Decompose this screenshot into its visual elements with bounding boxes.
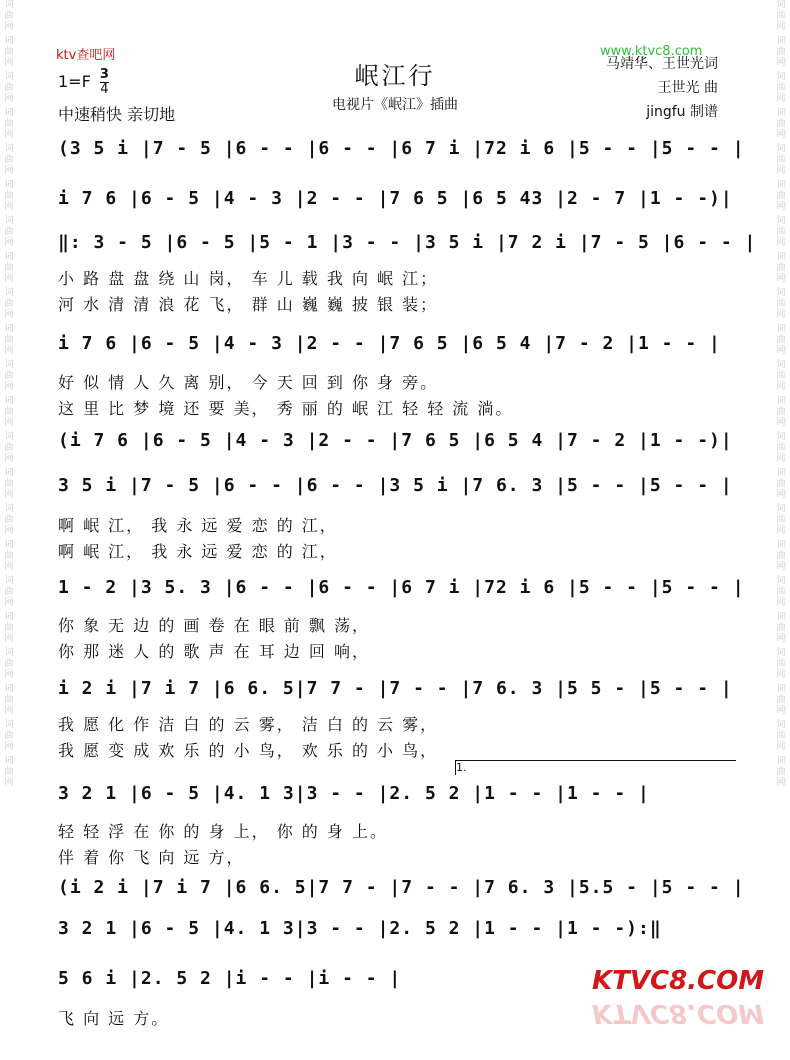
site-logo: KTVC8.COM [592,966,765,996]
side-watermark-text: 词曲网 [4,540,14,572]
side-watermark-text: 词曲网 [4,108,14,140]
side-watermark-text: 词曲网 [776,504,786,536]
side-watermark-left [2,0,16,792]
side-watermark-text: 词曲网 [4,144,14,176]
side-watermark-text: 词曲网 [776,396,786,428]
side-watermark-text: 词曲网 [4,468,14,500]
side-watermark-text: 词曲网 [776,468,786,500]
side-watermark-text: 词曲网 [776,72,786,104]
key-signature-block [58,68,109,97]
notation-line: 3 5 i |7 - 5 |6 - - |6 - - |3 5 i |7 6. 3 |5 - - |5 - - | [58,475,733,496]
song-subtitle: 电视片《岷江》插曲 [332,97,458,113]
side-watermark-text: 词曲网 [4,720,14,752]
lyric-line: 河 水 清 清 浪 花 飞， 群 山 巍 巍 披 银 装； [58,295,439,314]
side-watermark-text: 词曲网 [4,0,14,32]
lyric-line: 飞 向 远 方。 [58,1009,170,1028]
volta-label: 1. [456,761,467,774]
lyric-line: 这 里 比 梦 境 还 要 美， 秀 丽 的 岷 江 轻 轻 流 淌。 [58,399,514,418]
side-watermark-right [774,0,788,792]
side-watermark-text: 词曲网 [776,720,786,752]
side-watermark-text: 词曲网 [776,576,786,608]
lyric-line: 轻 轻 浮 在 你 的 身 上， 你 的 身 上。 [58,822,388,841]
side-watermark-text: 词曲网 [776,36,786,68]
side-watermark-text: 词曲网 [4,432,14,464]
time-signature-top: 3 [99,67,109,82]
side-watermark-text: 词曲网 [776,612,786,644]
side-watermark-text: 词曲网 [776,0,786,32]
side-watermark-text: 词曲网 [776,144,786,176]
side-watermark-text: 词曲网 [776,684,786,716]
lyric-line: 伴 着 你 飞 向 远 方， [58,848,245,867]
side-watermark-text: 词曲网 [4,180,14,212]
side-watermark-text: 词曲网 [776,648,786,680]
side-watermark-text: 词曲网 [776,180,786,212]
notation-line: i 2 i |7 i 7 |6 6. 5|7 7 - |7 - - |7 6. 3 |5 5 - |5 - - | [58,678,733,699]
notation-line: i 7 6 |6 - 5 |4 - 3 |2 - - |7 6 5 |6 5 43 |2 - 7 |1 - -)| [58,188,733,209]
lyric-line: 啊 岷 江， 我 永 远 爱 恋 的 江， [58,516,338,535]
notation-line: 5 6 i |2. 5 2 |i - - |i - - | [58,968,402,989]
lyric-line: 我 愿 变 成 欢 乐 的 小 鸟， 欢 乐 的 小 鸟， [58,741,439,760]
notation-line: (i 2 i |7 i 7 |6 6. 5|7 7 - |7 - - |7 6. 3 |5.5 - |5 - - | [58,877,745,898]
notation-line: i 7 6 |6 - 5 |4 - 3 |2 - - |7 6 5 |6 5 4 |7 - 2 |1 - - | [58,333,721,354]
side-watermark-text: 词曲网 [4,684,14,716]
lyric-line: 好 似 情 人 久 离 别， 今 天 回 到 你 身 旁。 [58,373,439,392]
side-watermark-text: 词曲网 [776,756,786,788]
watermark-site-url: www.ktvc8.com [600,44,703,59]
side-watermark-text: 词曲网 [4,576,14,608]
composer-credit: 王世光 曲 [657,80,718,96]
lyric-line: 啊 岷 江， 我 永 远 爱 恋 的 江， [58,542,338,561]
time-signature [100,68,109,97]
side-watermark-text: 词曲网 [4,288,14,320]
site-logo-reflection: KTVC8.COM [592,998,765,1028]
side-watermark-text: 词曲网 [4,252,14,284]
side-watermark-text: 词曲网 [776,324,786,356]
side-watermark-text: 词曲网 [776,540,786,572]
side-watermark-text: 词曲网 [4,396,14,428]
time-signature-bottom: 4 [100,82,109,97]
watermark-site-name: ktv查吧网 [56,48,116,63]
first-ending-bracket [455,760,736,775]
side-watermark-text: 词曲网 [4,360,14,392]
side-watermark-text: 词曲网 [4,612,14,644]
lyric-line: 你 象 无 边 的 画 卷 在 眼 前 飘 荡， [58,616,370,635]
notation-credit: jingfu 制谱 [646,104,718,120]
side-watermark-text: 词曲网 [776,432,786,464]
side-watermark-text: 词曲网 [776,252,786,284]
side-watermark-text: 词曲网 [4,324,14,356]
notation-line: (3 5 i |7 - 5 |6 - - |6 - - |6 7 i |72 i 6 |5 - - |5 - - | [58,138,745,159]
notation-line: (i 7 6 |6 - 5 |4 - 3 |2 - - |7 6 5 |6 5 4 |7 - 2 |1 - -)| [58,430,733,451]
lyric-line: 小 路 盘 盘 绕 山 岗， 车 儿 载 我 向 岷 江； [58,269,439,288]
side-watermark-text: 词曲网 [776,108,786,140]
side-watermark-text: 词曲网 [4,756,14,788]
tempo-marking: 中速稍快 亲切地 [58,105,176,124]
key-signature: 1=F [58,72,91,91]
notation-line: ‖: 3 - 5 |6 - 5 |5 - 1 |3 - - |3 5 i |7 2 i |7 - 5 |6 - - | [58,232,757,253]
side-watermark-text: 词曲网 [776,216,786,248]
side-watermark-text: 词曲网 [776,288,786,320]
notation-line: 1 - 2 |3 5. 3 |6 - - |6 - - |6 7 i |72 i 6 |5 - - |5 - - | [58,577,745,598]
side-watermark-text: 词曲网 [4,648,14,680]
side-watermark-text: 词曲网 [4,36,14,68]
lyric-line: 我 愿 化 作 洁 白 的 云 雾， 洁 白 的 云 雾， [58,715,439,734]
side-watermark-text: 词曲网 [776,360,786,392]
lyric-line: 你 那 迷 人 的 歌 声 在 耳 边 回 响， [58,642,370,661]
side-watermark-text: 词曲网 [4,216,14,248]
song-title: 岷江行 [354,62,436,90]
side-watermark-text: 词曲网 [4,72,14,104]
notation-line: 3 2 1 |6 - 5 |4. 1 3|3 - - |2. 5 2 |1 - - |1 - -):‖ [58,918,662,939]
lyricists-credit: 马靖华、王世光词 [606,56,718,72]
credits-block [606,52,718,124]
side-watermark-text: 词曲网 [4,504,14,536]
notation-line: 3 2 1 |6 - 5 |4. 1 3|3 - - |2. 5 2 |1 - - |1 - - | [58,783,650,804]
